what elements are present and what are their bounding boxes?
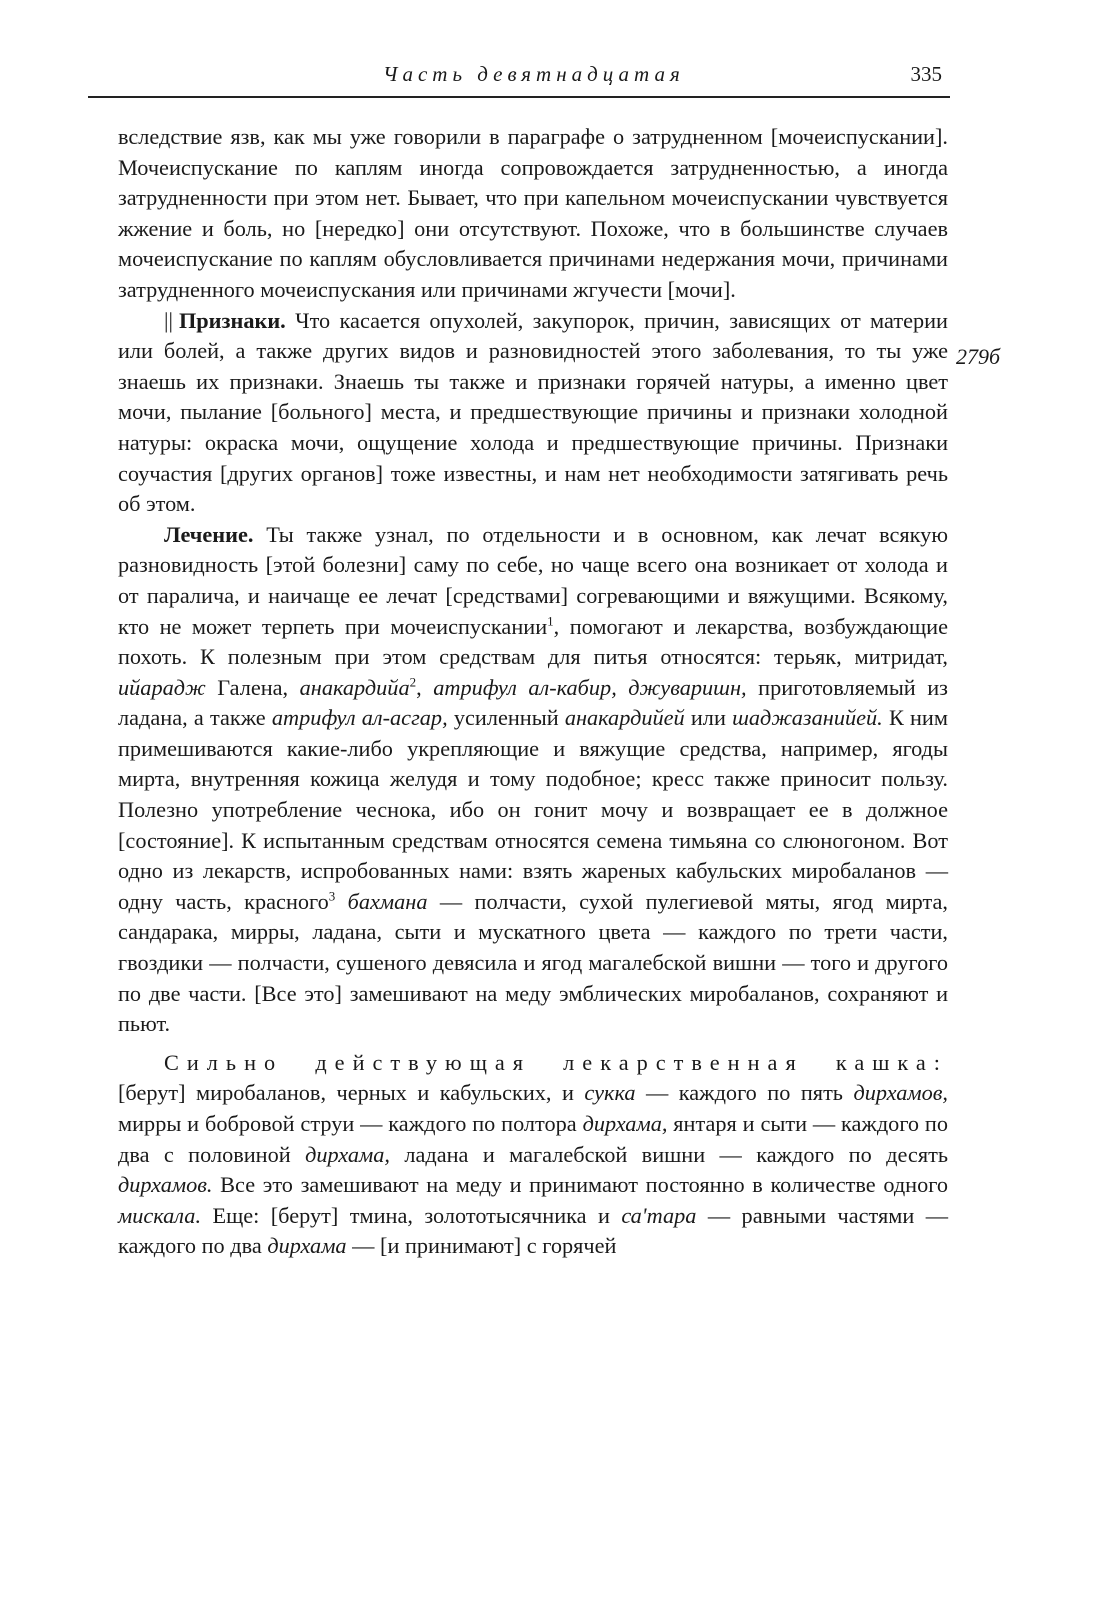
book-page xyxy=(88,0,950,1600)
running-head-title: Часть девятнадцатая xyxy=(383,62,685,86)
paragraph-2: || Признаки. Что касается опухолей, закупорок, причин, зависящих от материи или болей, а также других видов и разновидностей этого заболевания, то ты уже знаешь их признаки. Знаешь ты также и признаки горячей натуры, а именно цвет мочи, пылание [больного] места, и предшествующие причины и признаки холодной натуры: окраска мочи, ощущение холода и предшествующие причины. Признаки соучастия [других органов] тоже известны, и нам нет необходимости затягивать речь об этом. xyxy=(118,307,948,517)
footnote-ref-3: 3 xyxy=(328,888,336,904)
header-rule xyxy=(88,96,950,98)
folio-marker: || xyxy=(164,307,173,333)
footnote-ref-1: 1 xyxy=(547,613,554,629)
recipe-title: Сильно действующая лекарственная кашка: xyxy=(164,1049,948,1075)
paragraph-3: Лечение. Ты также узнал, по отдельности и в основном, как лечат всякую разновидность [этой болезни] саму по себе, но чаще всего она возникает от холода и от паралича, и наичаще ее лечат [средствами] согревающими и вяжущими. Всякому, кто не может терпеть при мочеиспускании$^1$, помогают и лекарства, возбуждающие похоть. К полезным при этом средствам для питья относятся: терьяк, митридат, ийарадж Галена, анакардийа$^2$, атрифул ал-кабир, джуваришн, приготовляемый из ладана, а также атрифул ал-асгар, усиленный анакардийей или шаджазанийей. К ним примешиваются какие-либо укрепляющие и вяжущие средства, например, ягоды мирта, внутренняя кожица желудя и тому подобное; кресс также приносит пользу. Полезно употребление чеснока, ибо он гонит мочу и возвращает ее в должное [состояние]. К испытанным средствам относятся семена тимьяна со слюногоном. Вот одно из лекарств, испробованных нами: взять жареных кабульских миробаланов — одну часть, красного$^3$ бахмана — полчасти, сухой пулегиевой мяты, ягод мирта, сандарака, мирры, ладана, сыти и мускатного цвета — каждого по трети части, гвоздики — полчасти, сушеного девясила и ягод магалебской вишни — того и другого по две части. [Все это] замешивают на меду эмблических миробаланов, сохраняют и пьют. xyxy=(118,521,949,1037)
paragraph-1: вследствие язв, как мы уже говорили в параграфе о затрудненном [мочеиспускании]. Мочеиспускание по каплям иногда сопровождается затрудненностью, а иногда затрудненности при этом нет. Бывает, что при капельном мочеиспускании чувствуется жжение и боль, но [нередко] они отсутствуют. Похоже, что в большинстве случаев мочеиспускание по каплям обусловливается причинами недержания мочи, причинами затрудненного мочеиспускания или причинами жгучести [мочи]. xyxy=(118,124,948,302)
running-head xyxy=(88,62,950,92)
paragraph-4: Сильно действующая лекарственная кашка: [берут] миробаланов, черных и кабульских, и сукка — каждого по пять дирхамов, мирры и бобровой струи — каждого по полтора дирхама, янтаря и сыти — каждого по два с половиной дирхама, ладана и магалебской вишни — каждого по десять дирхамов. Все это замешивают на меду и принимают постоянно в количестве одного мискала. Еще: [берут] тмина, золототысячника и са'тара — равными частями — каждого по два дирхама — [и принимают] с горячей xyxy=(118,1049,949,1259)
section-heading-treatment: Лечение. xyxy=(164,521,254,547)
margin-folio-note: 279б xyxy=(956,344,1001,369)
footnote-ref-2: 2 xyxy=(409,674,417,690)
page-number: 335 xyxy=(910,62,942,86)
section-heading-signs: Признаки. xyxy=(178,307,286,333)
body-text xyxy=(118,122,948,1262)
